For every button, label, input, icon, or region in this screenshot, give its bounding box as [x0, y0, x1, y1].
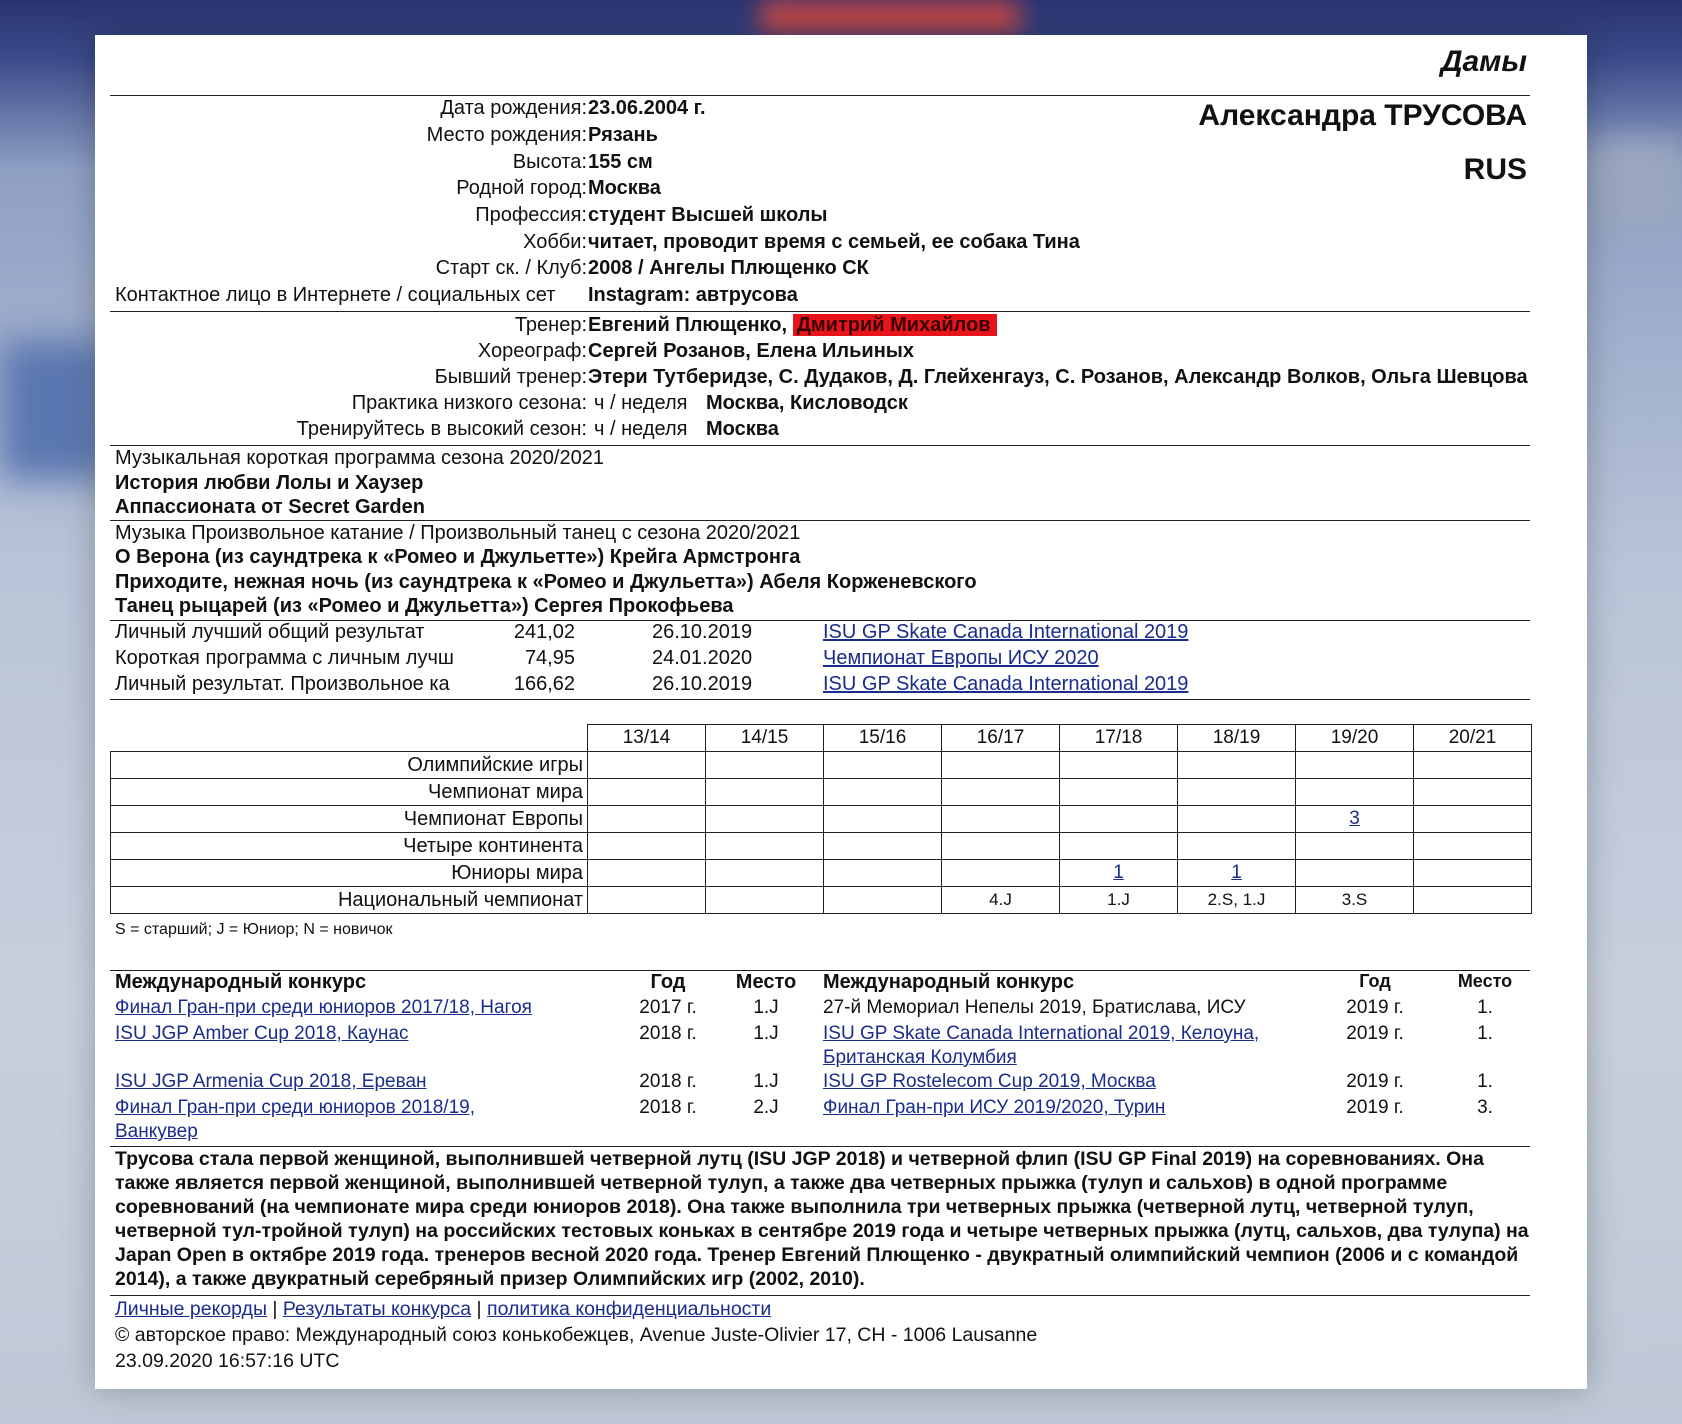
comp-place: 1.J — [753, 1023, 779, 1044]
bio-value: 23.06.2004 г. — [588, 97, 706, 119]
row-label: Четыре континента — [111, 833, 588, 860]
comp-place: 1. — [1477, 1071, 1493, 1092]
choreographer-value: Сергей Розанов, Елена Ильиных — [588, 340, 915, 362]
comp-event-link[interactable]: ISU JGP Armenia Cup 2018, Ереван — [115, 1071, 427, 1092]
table-cell — [1296, 833, 1414, 860]
comp-place: 1.J — [753, 997, 779, 1018]
privacy-policy-link[interactable]: политика конфиденциальности — [487, 1298, 772, 1320]
result-link[interactable]: 3 — [1349, 808, 1360, 829]
season-header: 13/14 — [588, 725, 706, 752]
results-table — [110, 724, 1532, 914]
table-cell — [942, 752, 1060, 779]
row-label: Олимпийские игры — [111, 752, 588, 779]
table-cell — [824, 779, 942, 806]
table-row — [111, 806, 1532, 833]
comp-place: 3. — [1477, 1097, 1493, 1118]
pb-date: 26.10.2019 — [652, 673, 753, 695]
table-cell — [1060, 806, 1178, 833]
season-header: 15/16 — [824, 725, 942, 752]
table-cell — [706, 860, 824, 887]
table-cell — [1414, 833, 1532, 860]
season-header: 17/18 — [1060, 725, 1178, 752]
table-cell — [1296, 806, 1414, 833]
comp-header-place: Место — [735, 971, 797, 993]
table-cell — [1178, 779, 1296, 806]
competition-results-link[interactable]: Результаты конкурса — [282, 1298, 472, 1320]
comp-header-year: Год — [1359, 971, 1391, 991]
pb-date: 24.01.2020 — [652, 647, 753, 669]
table-cell — [1414, 779, 1532, 806]
table-corner — [111, 725, 588, 752]
bio-value: Москва — [588, 177, 661, 199]
comp-year: 2019 г. — [1346, 1071, 1404, 1092]
table-cell — [942, 806, 1060, 833]
table-row — [111, 752, 1532, 779]
table-cell: 2.S, 1.J — [1178, 887, 1296, 914]
comp-event-link[interactable]: Финал Гран-при ИСУ 2019/2020, Турин — [823, 1097, 1166, 1118]
comp-place: 1. — [1477, 1023, 1493, 1044]
comp-event-link[interactable]: ISU JGP Amber Cup 2018, Каунас — [115, 1023, 409, 1044]
bio-value: 155 см — [588, 151, 653, 173]
table-cell — [1296, 860, 1414, 887]
table-legend: S = старший; J = Юниор; N = новичок — [115, 921, 393, 938]
table-cell — [824, 752, 942, 779]
bio-label: Родной город: — [456, 177, 587, 199]
pb-label: Личный лучший общий результат — [115, 621, 425, 643]
pb-event-link[interactable]: Чемпионат Европы ИСУ 2020 — [823, 647, 1099, 669]
table-cell: 4.J — [942, 887, 1060, 914]
bio-label: Дата рождения: — [440, 97, 587, 119]
training-label: Тренируйтесь в высокий сезон: — [296, 418, 587, 440]
row-label: Национальный чемпионат — [111, 887, 588, 914]
footer-separator: | — [272, 1298, 278, 1320]
comp-header-event: Международный конкурс — [115, 971, 367, 993]
comp-year: 2018 г. — [639, 1097, 697, 1118]
bio-value: 2008 / Ангелы Плющенко СК — [588, 257, 869, 279]
comp-place: 2.J — [753, 1097, 779, 1118]
comp-header-event: Международный конкурс — [823, 971, 1075, 993]
free-program-piece: Танец рыцарей (из «Ромео и Джульетта») Сергея Прокофьева — [115, 595, 734, 617]
table-cell — [588, 833, 706, 860]
season-header: 20/21 — [1414, 725, 1532, 752]
former-coach-value: Этери Тутберидзе, С. Дудаков, Д. Глейхенгауз, С. Розанов, Александр Волков, Ольга Шевцова — [588, 366, 1528, 388]
table-row — [111, 779, 1532, 806]
table-cell — [588, 887, 706, 914]
table-cell — [1178, 860, 1296, 887]
table-cell — [1178, 806, 1296, 833]
table-cell — [824, 806, 942, 833]
former-coach-label: Бывший тренер: — [434, 366, 587, 388]
comp-event-link[interactable]: Финал Гран-при среди юниоров 2017/18, Нагоя — [115, 997, 532, 1018]
table-row — [111, 860, 1532, 887]
table-cell — [706, 779, 824, 806]
table-cell — [1296, 752, 1414, 779]
bio-value: читает, проводит время с семьей, ее собака Тина — [588, 231, 1080, 253]
table-cell: 1.J — [1060, 887, 1178, 914]
result-link[interactable]: 1 — [1231, 862, 1242, 883]
table-cell — [588, 806, 706, 833]
table-cell — [1296, 779, 1414, 806]
comp-event-link[interactable]: ISU GP Rostelecom Cup 2019, Москва — [823, 1071, 1156, 1092]
table-cell — [706, 833, 824, 860]
coach-label: Тренер: — [514, 314, 587, 336]
table-header-row — [111, 725, 1532, 752]
comp-year: 2018 г. — [639, 1071, 697, 1092]
choreographer-label: Хореограф: — [477, 340, 587, 362]
row-label: Юниоры мира — [111, 860, 588, 887]
bio-label: Высота: — [512, 151, 587, 173]
pb-event-link[interactable]: ISU GP Skate Canada International 2019 — [823, 621, 1189, 643]
comp-year: 2019 г. — [1346, 997, 1404, 1018]
free-program-piece: Приходите, нежная ночь (из саундтрека к «Ромео и Джульетта») Абеля Корженевского — [115, 571, 977, 593]
table-cell — [706, 752, 824, 779]
table-cell — [588, 860, 706, 887]
comp-event: 27-й Мемориал Непелы 2019, Братислава, ИСУ — [823, 997, 1246, 1018]
table-cell — [824, 860, 942, 887]
pb-date: 26.10.2019 — [652, 621, 753, 643]
bio-label: Контактное лицо в Интернете / социальных сет — [115, 284, 556, 306]
table-row — [111, 833, 1532, 860]
training-place: Москва, Кисловодск — [706, 392, 908, 414]
table-cell — [942, 779, 1060, 806]
table-cell — [1414, 860, 1532, 887]
comp-year: 2019 г. — [1346, 1097, 1404, 1118]
footer-separator: | — [476, 1298, 482, 1320]
training-place: Москва — [706, 418, 779, 440]
table-cell — [588, 752, 706, 779]
biography-text: Трусова стала первой женщиной, выполнившей четверной лутц (ISU JGP 2018) и четверной флип (ISU GP Final 2019) на соревнованиях. Она также является первой женщиной, выполнившей четверной тулуп, а также два четверных прыжка (тулуп и сальхов) в одной программе соревнований (на чемпионате мира среди юниоров 2018). Она также выполнила три четверных прыжка (четверной лутц, четверной тулуп, четверной тул-тройной тулуп) на российских тестовых коньках в сентябре 2019 года и четыре четверных прыжка (лутц, сальхов, два тулупа) на Japan Open в октябре 2019 года. тренеров весной 2020 года. Тренер Евгений Плющенко - двукратный олимпийский чемпион (2006 и с командой 2014), а также двукратный серебряный призер Олимпийских игр (2002, 2010). — [115, 1148, 1529, 1290]
table-cell — [824, 887, 942, 914]
short-program-piece: Аппассионата от Secret Garden — [115, 496, 425, 518]
free-program-piece: О Верона (из саундтрека к «Ромео и Джульетте») Крейга Армстронга — [115, 546, 801, 568]
timestamp: 23.09.2020 16:57:16 UTC — [115, 1350, 340, 1372]
comp-year: 2017 г. — [639, 997, 697, 1018]
personal-records-link[interactable]: Личные рекорды — [115, 1298, 267, 1320]
training-unit: ч / неделя — [594, 392, 688, 414]
table-cell — [706, 887, 824, 914]
coach-highlighted: Дмитрий Михайлов — [793, 314, 997, 336]
table-cell — [824, 833, 942, 860]
athlete-nation: RUS — [1463, 153, 1527, 186]
bio-label: Профессия: — [475, 204, 587, 226]
row-label: Чемпионат мира — [111, 779, 588, 806]
table-cell — [1178, 752, 1296, 779]
table-row — [111, 887, 1532, 914]
row-label: Чемпионат Европы — [111, 806, 588, 833]
comp-header-year: Год — [650, 971, 686, 993]
table-cell: 3.S — [1296, 887, 1414, 914]
bio-label: Старт ск. / Клуб: — [435, 257, 587, 279]
table-cell — [1178, 833, 1296, 860]
pb-event-link[interactable]: ISU GP Skate Canada International 2019 — [823, 673, 1189, 695]
short-program-title: Музыкальная короткая программа сезона 2020/2021 — [115, 447, 604, 469]
free-program-title: Музыка Произвольное катание / Произвольный танец с сезона 2020/2021 — [115, 522, 801, 544]
coach-name: Евгений Плющенко, — [588, 314, 793, 336]
result-link[interactable]: 1 — [1113, 862, 1124, 883]
bio-label: Место рождения: — [426, 124, 587, 146]
bio-value: студент Высшей школы — [588, 204, 828, 226]
bio-value: Рязань — [588, 124, 658, 146]
training-unit: ч / неделя — [594, 418, 688, 440]
season-header: 19/20 — [1296, 725, 1414, 752]
short-program-piece: История любви Лолы и Хаузер — [115, 472, 424, 494]
pb-score: 241,02 — [513, 621, 575, 643]
comp-event-link[interactable]: Финал Гран-при среди юниоров 2018/19, — [115, 1097, 475, 1118]
comp-year: 2019 г. — [1346, 1023, 1404, 1044]
comp-event-link-cont[interactable]: Британская Колумбия — [823, 1047, 1017, 1068]
training-label: Практика низкого сезона: — [351, 392, 587, 414]
table-cell — [1414, 887, 1532, 914]
athlete-name: Александра ТРУСОВА — [1198, 99, 1527, 132]
coach-value — [588, 314, 997, 337]
season-header: 18/19 — [1178, 725, 1296, 752]
bio-page — [95, 35, 1587, 1389]
category-title: Дамы — [1440, 45, 1527, 78]
comp-year: 2018 г. — [639, 1023, 697, 1044]
comp-event-link[interactable]: ISU GP Skate Canada International 2019, Келоуна, — [823, 1023, 1260, 1044]
table-cell — [1060, 752, 1178, 779]
bio-label: Хобби: — [523, 231, 587, 253]
table-cell — [942, 860, 1060, 887]
season-header: 14/15 — [706, 725, 824, 752]
table-cell — [1060, 833, 1178, 860]
table-cell — [1414, 752, 1532, 779]
table-cell — [1060, 779, 1178, 806]
table-cell — [588, 779, 706, 806]
comp-event-link-cont[interactable]: Ванкувер — [115, 1121, 198, 1142]
pb-label: Личный результат. Произвольное ка — [115, 673, 450, 695]
pb-score: 74,95 — [524, 647, 575, 669]
comp-place: 1. — [1477, 997, 1493, 1018]
comp-header-place: Место — [1457, 971, 1513, 991]
table-cell — [706, 806, 824, 833]
season-header: 16/17 — [942, 725, 1060, 752]
table-cell — [1414, 806, 1532, 833]
copyright-text: © авторское право: Международный союз конькобежцев, Avenue Juste-Olivier 17, CH - 1006 Lausanne — [115, 1324, 1038, 1346]
footer-links — [115, 1298, 771, 1321]
table-cell — [1060, 860, 1178, 887]
pb-score: 166,62 — [513, 673, 575, 695]
comp-place: 1.J — [753, 1071, 779, 1092]
bio-value: Instagram: автрусова — [588, 284, 798, 306]
pb-label: Короткая программа с личным лучш — [115, 647, 454, 669]
table-cell — [942, 833, 1060, 860]
